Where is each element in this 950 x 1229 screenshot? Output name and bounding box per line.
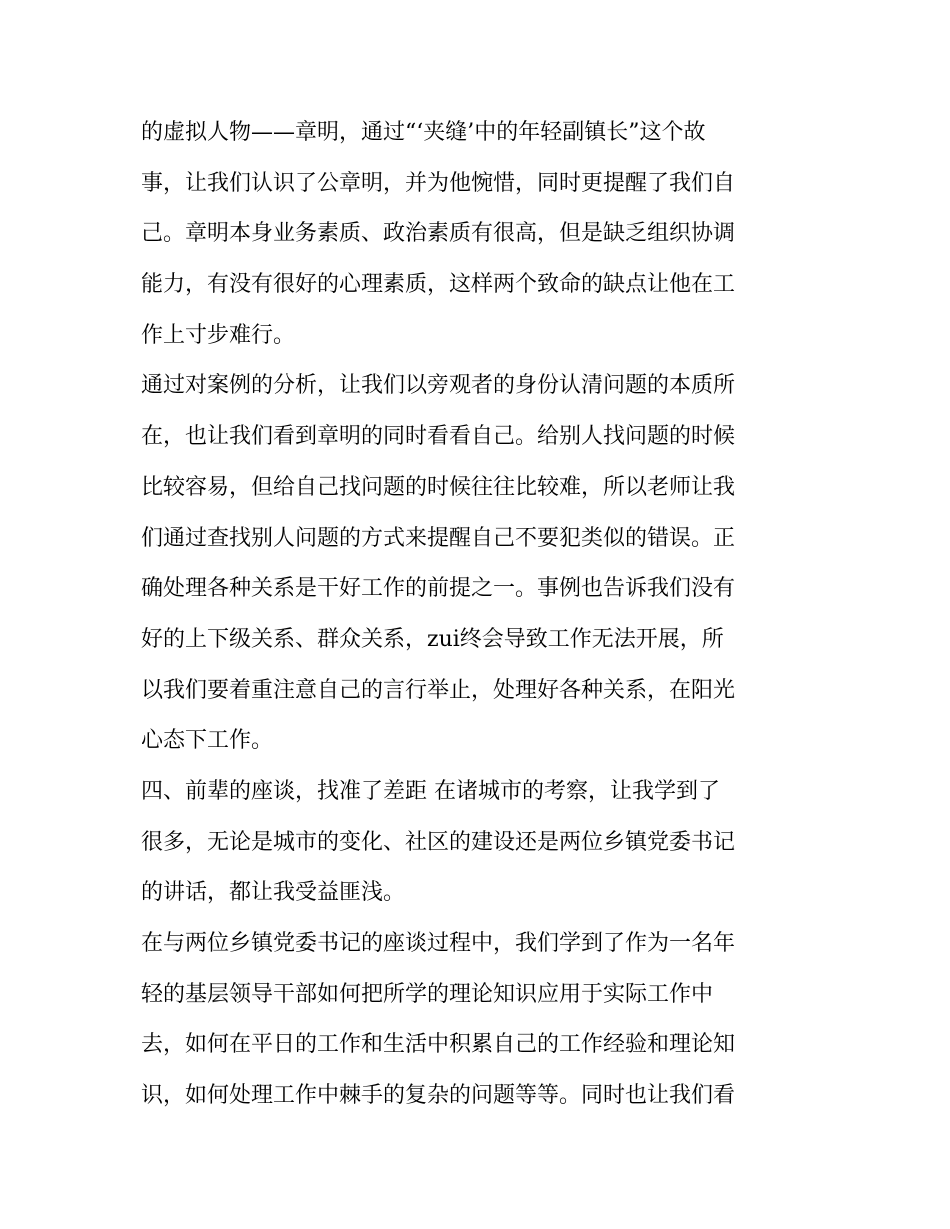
- text-line: 好的上下级关系、群众关系，zui终会导致工作无法开展，所: [141, 626, 724, 652]
- text-line: 在与两位乡镇党委书记的座谈过程中，我们学到了作为一名年: [141, 931, 736, 956]
- text-line: 确处理各种关系是干好工作的前提之一。事例也告诉我们没有: [141, 576, 736, 602]
- text-line: 事，让我们认识了公章明，并为他惋惜，同时更提醒了我们自: [141, 170, 736, 196]
- text-line: 能力，有没有很好的心理素质，这样两个致命的缺点让他在工: [141, 272, 736, 298]
- text-line: 己。章明本身业务素质、政治素质有很高，但是缺乏组织协调: [141, 221, 736, 247]
- text-line: 识，如何处理工作中棘手的复杂的问题等等。同时也让我们看: [141, 1083, 736, 1109]
- text-line: 比较容易，但给自己找问题的时候往往比较难，所以老师让我: [141, 474, 736, 500]
- text-line: 以我们要着重注意自己的言行举止，处理好各种关系，在阳光: [141, 677, 736, 703]
- text-line: 通过对案例的分析，让我们以旁观者的身份认清问题的本质所: [141, 373, 736, 399]
- text-line: 们通过查找别人问题的方式来提醒自己不要犯类似的错误。正: [141, 525, 736, 551]
- text-line: 作上寸步难行。: [141, 322, 296, 348]
- text-line: 在，也让我们看到章明的同时看看自己。给别人找问题的时候: [141, 424, 736, 450]
- text-line: 很多，无论是城市的变化、社区的建设还是两位乡镇党委书记: [141, 829, 736, 855]
- text-line: 四、前辈的座谈，找准了差距 在诸城市的考察，让我学到了: [141, 778, 720, 804]
- text-line: 去，如何在平日的工作和生活中积累自己的工作经验和理论知: [141, 1032, 736, 1058]
- text-line: 的虚拟人物——章明，通过“‘夹缝’中的年轻副镇长”这个故: [141, 120, 706, 145]
- text-line: 轻的基层领导干部如何把所学的理论知识应用于实际工作中: [141, 981, 714, 1007]
- body-text: [141, 108, 821, 1122]
- text-line: 的讲话，都让我受益匪浅。: [141, 880, 406, 906]
- text-line: 心态下工作。: [141, 728, 274, 754]
